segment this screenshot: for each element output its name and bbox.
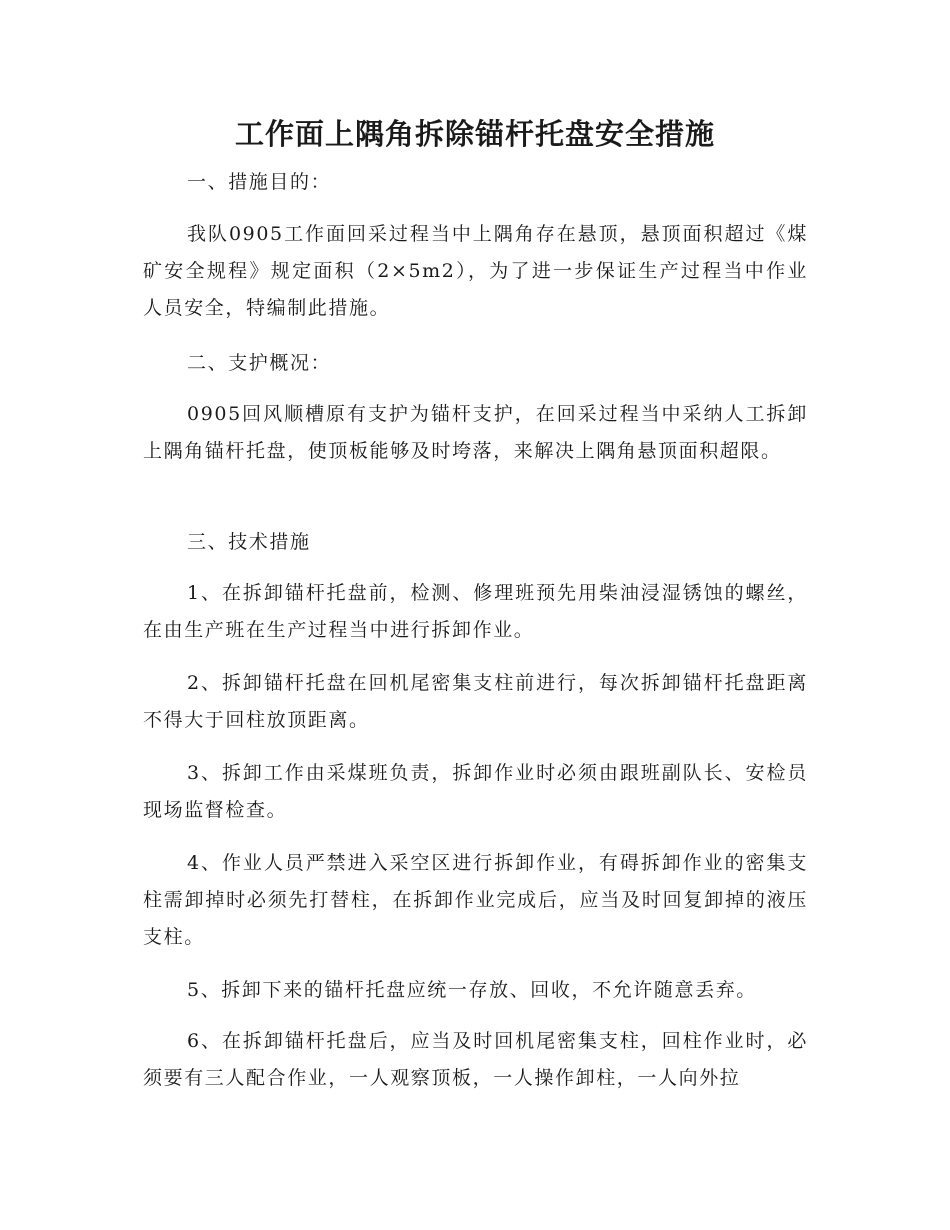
paragraph-support: 0905回风顺槽原有支护为锚杆支护，在回采过程当中采纳人工拆卸上隅角锚杆托盘，使顶板能够及时垮落，来解决上隅角悬顶面积超限。 bbox=[143, 403, 808, 462]
measure-item-2: 2、拆卸锚杆托盘在回机尾密集支柱前进行，每次拆卸锚杆托盘距离不得大于回柱放顶距离。 bbox=[143, 672, 808, 731]
measure-item-6: 6、在拆卸锚杆托盘后，应当及时回机尾密集支柱，回柱作业时，必须要有三人配合作业，一人观察顶板，一人操作卸柱，一人向外拉 bbox=[143, 1030, 808, 1089]
measure-item-1: 1、在拆卸锚杆托盘前，检测、修理班预先用柴油浸湿锈蚀的螺丝，在由生产班在生产过程当中进行拆卸作业。 bbox=[143, 582, 808, 641]
section-heading-technical: 三、技术措施 bbox=[187, 531, 311, 553]
measure-item-4: 4、作业人员严禁进入采空区进行拆卸作业，有碍拆卸作业的密集支柱需卸掉时必须先打替柱，在拆卸作业完成后，应当及时回复卸掉的液压支柱。 bbox=[143, 852, 808, 948]
measure-item-3: 3、拆卸工作由采煤班负责，拆卸作业时必须由跟班副队长、安检员现场监督检查。 bbox=[143, 762, 808, 821]
document-title: 工作面上隅角拆除锚杆托盘安全措施 bbox=[234, 117, 715, 151]
paragraph-purpose: 我队0905工作面回采过程当中上隅角存在悬顶，悬顶面积超过《煤矿安全规程》规定面积（2×5m2），为了进一步保证生产过程当中作业人员安全，特编制此措施。 bbox=[143, 223, 808, 319]
section-heading-support: 二、支护概况： bbox=[187, 352, 332, 374]
measure-item-5: 5、拆卸下来的锚杆托盘应统一存放、回收，不允许随意丢弃。 bbox=[187, 979, 757, 1001]
section-heading-purpose: 一、措施目的： bbox=[187, 171, 332, 193]
